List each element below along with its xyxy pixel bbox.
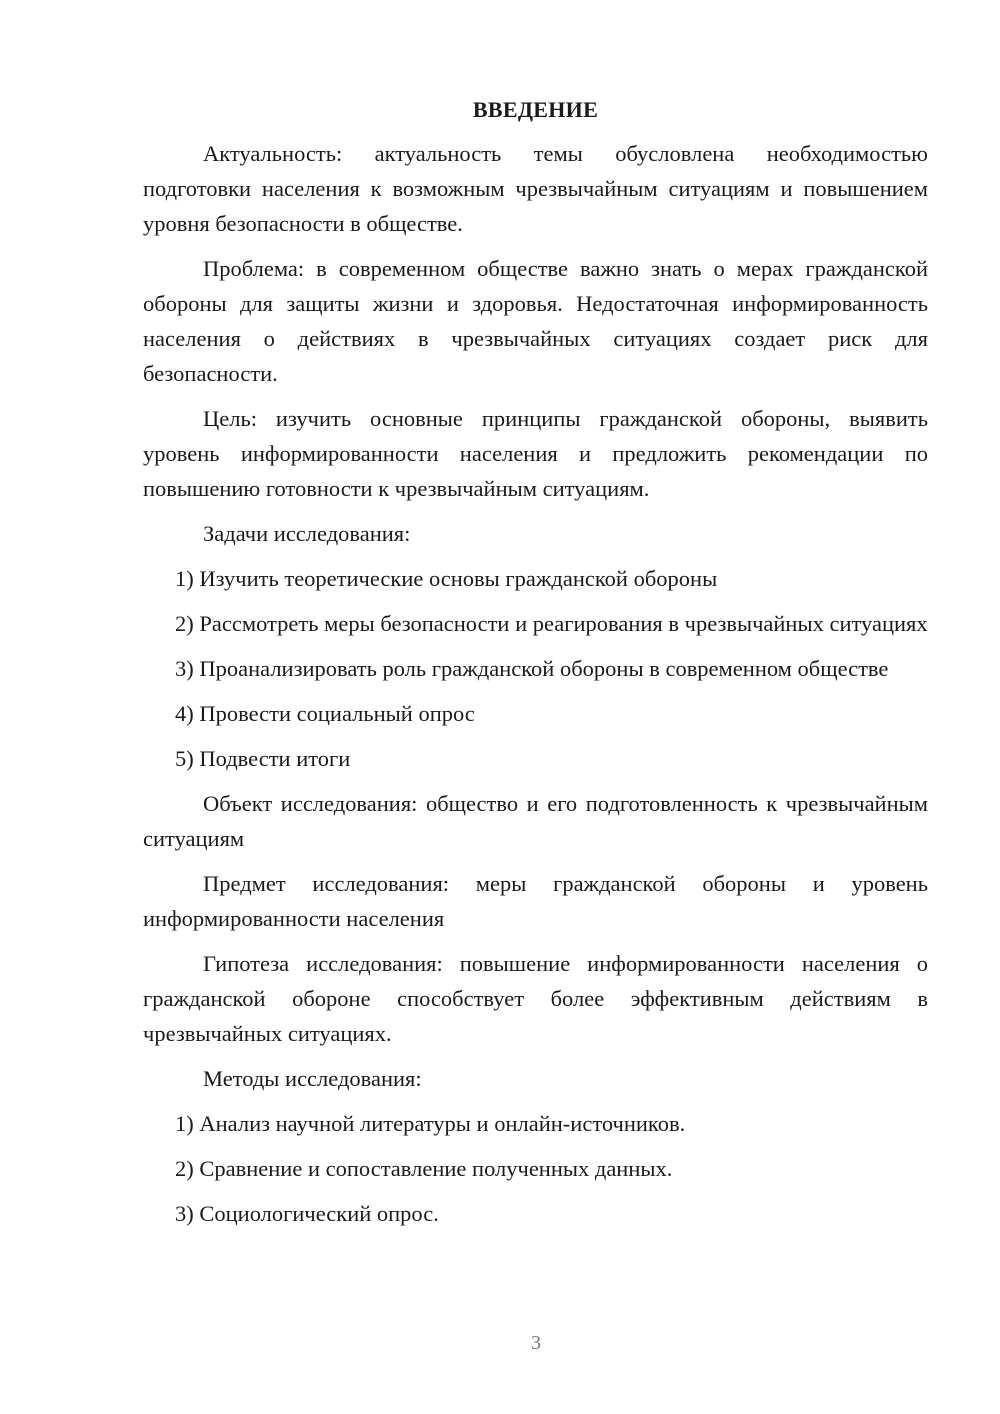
page-number: 3 — [531, 1332, 541, 1354]
task-item-1: 1) Изучить теоретические основы гражданской обороны — [175, 566, 718, 591]
methods-heading: Методы исследования: — [203, 1066, 422, 1091]
relevance-paragraph: Актуальность: актуальность темы обусловлена необходимостью подготовки населения к возможным чрезвычайным ситуациям и повышением уровня безопасности в обществе. — [143, 141, 928, 236]
hypothesis-paragraph: Гипотеза исследования: повышение информированности населения о гражданской обороне способствует более эффективным действиям в чрезвычайных ситуациях. — [143, 951, 928, 1046]
subject-paragraph: Предмет исследования: меры гражданской обороны и уровень информированности населения — [143, 871, 928, 931]
document-page — [143, 90, 928, 1241]
task-item-3: 3) Проанализировать роль гражданской обороны в современном обществе — [175, 656, 889, 681]
method-item-3: 3) Социологический опрос. — [175, 1201, 439, 1226]
method-item-1: 1) Анализ научной литературы и онлайн-источников. — [175, 1111, 686, 1136]
task-item-4: 4) Провести социальный опрос — [175, 701, 475, 726]
tasks-heading: Задачи исследования: — [203, 521, 411, 546]
object-paragraph: Объект исследования: общество и его подготовленность к чрезвычайным ситуациям — [143, 791, 928, 851]
task-item-5: 5) Подвести итоги — [175, 746, 351, 771]
method-item-2: 2) Сравнение и сопоставление полученных данных. — [175, 1156, 673, 1181]
page-title: ВВЕДЕНИЕ — [472, 97, 599, 122]
problem-paragraph: Проблема: в современном обществе важно знать о мерах гражданской обороны для защиты жизни и здоровья. Недостаточная информированность населения о действиях в чрезвычайных ситуациях создает риск для безопасности. — [143, 256, 928, 386]
goal-paragraph: Цель: изучить основные принципы гражданской обороны, выявить уровень информированности населения и предложить рекомендации по повышению готовности к чрезвычайным ситуациям. — [143, 406, 928, 501]
task-item-2: 2) Рассмотреть меры безопасности и реагирования в чрезвычайных ситуациях — [175, 611, 928, 636]
